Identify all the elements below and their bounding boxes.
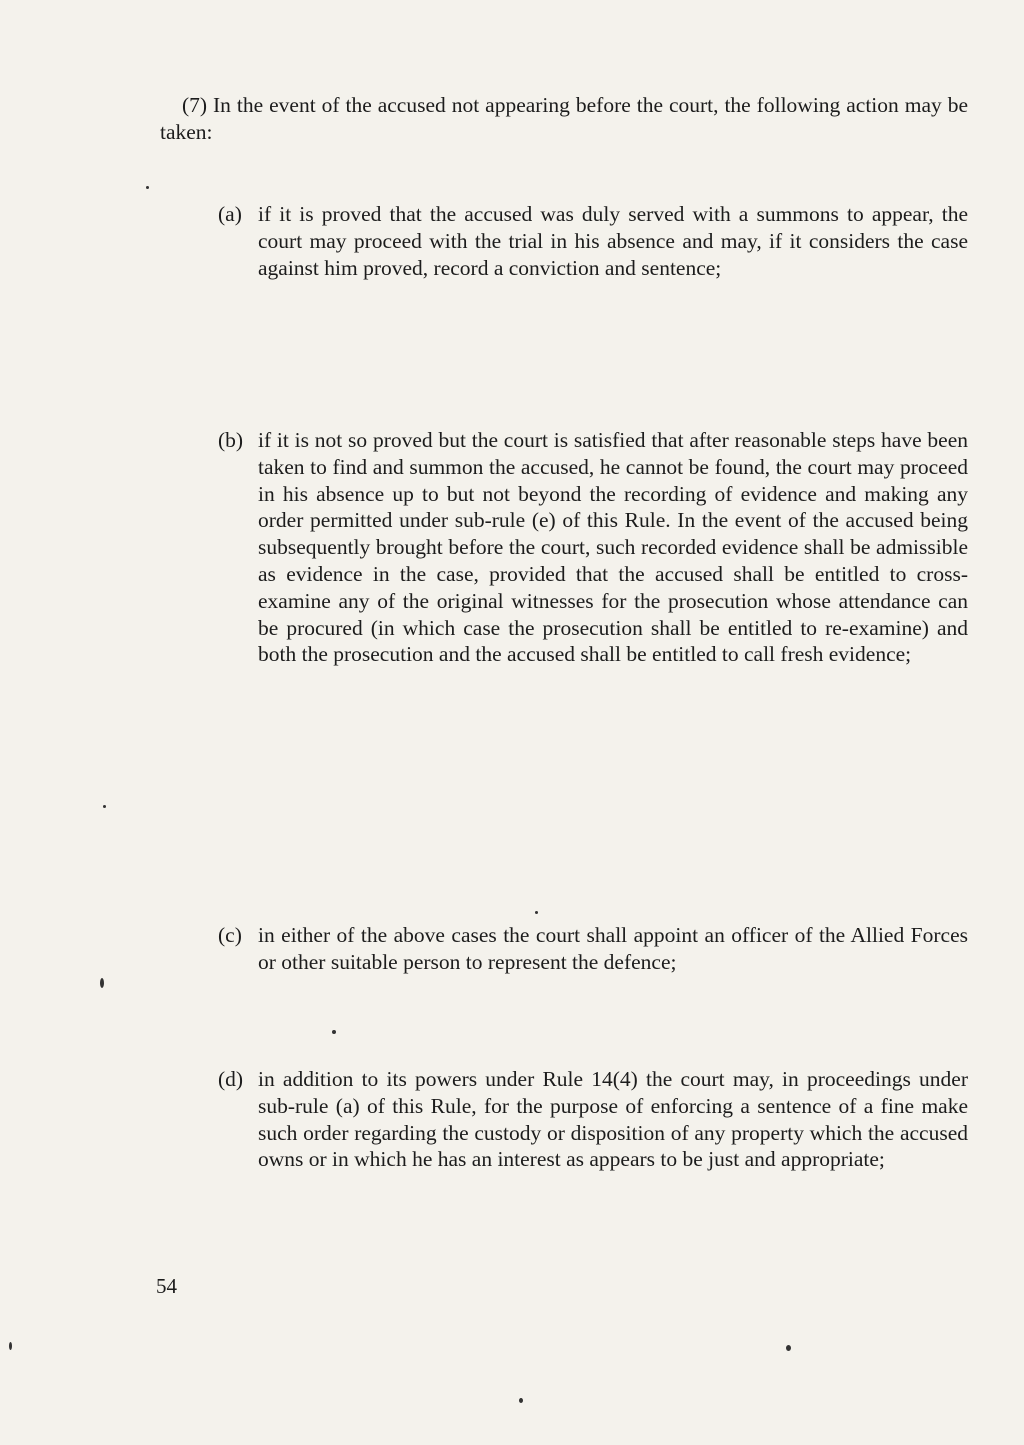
- clause-text: in addition to its powers under Rule 14(4) the court may, in proceedings under sub-rule (a) of this Rule, for the purpose of enforcing a sentence of a fine make such order regarding the custody or disposition of any property which the accused owns or in which he has an interest as appears to be just and appropriate;: [258, 1067, 968, 1172]
- clause-c: [218, 922, 968, 976]
- scan-speck: [332, 1030, 336, 1034]
- clause-text: if it is not so proved but the court is satisfied that after reasonable steps have been taken to find and summon the accused, he cannot be found, the court may proceed in his absence up to but not beyond the recording of evidence and making any order permitted under sub-rule (e) of this Rule. In the event of the accused being subsequently brought before the court, such recorded evidence shall be admissible as evidence in the case, provided that the accused shall be entitled to cross-examine any of the original witnesses for the prosecution whose attendance can be procured (in which case the prosecution shall be entitled to re-examine) and both the prosecution and the accused shall be entitled to call fresh evidence;: [258, 428, 968, 667]
- page-number: 54: [156, 1274, 177, 1298]
- clause-b: [218, 427, 968, 668]
- clause-text: in either of the above cases the court shall appoint an officer of the Allied Forces or other suitable person to represent the defence;: [258, 923, 968, 974]
- clause-text: if it is proved that the accused was duly served with a summons to appear, the court may proceed with the trial in his absence and may, if it considers the case against him proved, record a conviction and sentence;: [258, 202, 968, 280]
- clause-a: [218, 201, 968, 281]
- clause-label: (d): [218, 1067, 244, 1091]
- scan-speck: [146, 186, 149, 189]
- scan-speck: [100, 978, 104, 988]
- scan-speck: [786, 1345, 791, 1351]
- clause-label: (c): [218, 923, 242, 947]
- clause-label: (b): [218, 428, 244, 452]
- scan-speck: [519, 1398, 523, 1403]
- scan-speck: [9, 1342, 12, 1350]
- scan-speck: [535, 911, 538, 914]
- intro-paragraph: (7) In the event of the accused not appearing before the court, the following action may be taken:: [160, 93, 968, 144]
- clause-label: (a): [218, 202, 242, 226]
- scan-speck: [103, 805, 106, 808]
- clause-d: [218, 1066, 968, 1173]
